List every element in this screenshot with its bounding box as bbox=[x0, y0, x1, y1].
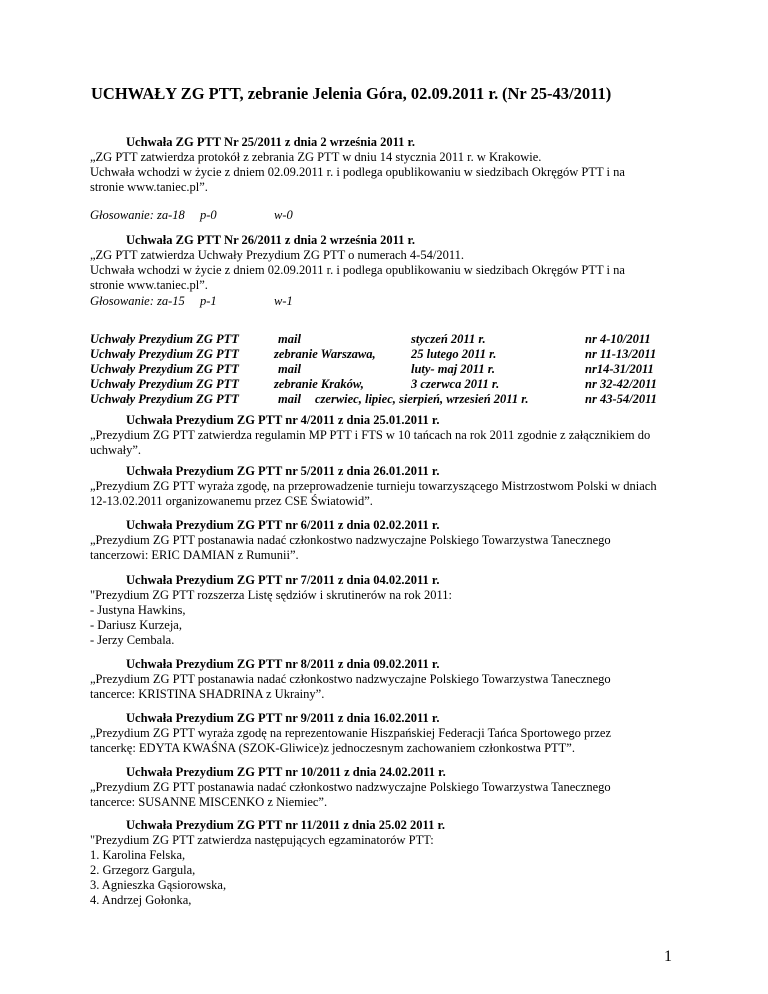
list-item: - Justyna Hawkins, bbox=[90, 603, 186, 617]
table-cell-label: Uchwały Prezydium ZG PTT bbox=[90, 392, 239, 406]
resolution-line: „ZG PTT zatwierdza protokół z zebrania ZG PTT w dniu 14 stycznia 2011 r. w Krakowie. bbox=[90, 150, 542, 164]
resolution-line: uchwały”. bbox=[90, 443, 142, 457]
resolution-heading: Uchwała Prezydium ZG PTT nr 4/2011 z dnia 25.01.2011 r. bbox=[126, 413, 440, 427]
presidium-resolution-10 bbox=[90, 765, 678, 810]
table-cell-mode: zebranie Warszawa, bbox=[274, 347, 376, 361]
table-cell-nr: nr 11-13/2011 bbox=[585, 347, 657, 361]
table-cell-nr: nr14-31/2011 bbox=[585, 362, 654, 376]
resolution-25 bbox=[90, 135, 678, 195]
table-cell-date: styczeń 2011 r. bbox=[411, 332, 486, 346]
resolution-line: „Prezydium ZG PTT zatwierdza regulamin MP PTT i FTS w 10 tańcach na rok 2011 zgodnie z załącznikiem do bbox=[90, 428, 651, 442]
list-item: 3. Agnieszka Gąsiorowska, bbox=[90, 878, 227, 892]
list-item: - Jerzy Cembala. bbox=[90, 633, 175, 647]
table-cell-mode: mail bbox=[278, 362, 301, 376]
vote-against: p-0 bbox=[200, 208, 217, 222]
resolution-heading: Uchwała Prezydium ZG PTT nr 10/2011 z dnia 24.02.2011 r. bbox=[126, 765, 446, 779]
presidium-resolution-5 bbox=[90, 464, 678, 509]
resolution-line: 12-13.02.2011 organizowanemu przez CSE Światowid”. bbox=[90, 494, 373, 508]
table-cell-nr: nr 4-10/2011 bbox=[585, 332, 651, 346]
table-row bbox=[90, 332, 680, 347]
vote-abstain: w-0 bbox=[274, 208, 293, 222]
presidium-resolution-8 bbox=[90, 657, 678, 702]
resolution-line: Uchwała wchodzi w życie z dniem 02.09.2011 r. i podlega opublikowaniu w siedzibach Okręgów PTT i na bbox=[90, 165, 625, 179]
title-range: (Nr 25-43/2011) bbox=[502, 84, 612, 103]
presidium-resolution-6 bbox=[90, 518, 678, 563]
resolution-line: "Prezydium ZG PTT zatwierdza następujących egzaminatorów PTT: bbox=[90, 833, 434, 847]
table-cell-date: 3 czerwca 2011 r. bbox=[411, 377, 500, 391]
table-cell-mode: zebranie Kraków, bbox=[274, 377, 364, 391]
table-row bbox=[90, 347, 680, 362]
list-item: 4. Andrzej Gołonka, bbox=[90, 893, 192, 907]
resolution-26 bbox=[90, 233, 678, 293]
resolution-line: „Prezydium ZG PTT postanawia nadać członkostwo nadzwyczajne Polskiego Towarzystwa Tanecznego bbox=[90, 533, 611, 547]
presidium-table bbox=[90, 332, 680, 407]
table-cell-label: Uchwały Prezydium ZG PTT bbox=[90, 362, 239, 376]
resolution-line: „Prezydium ZG PTT wyraża zgodę na reprezentowanie Hiszpańskiej Federacji Tańca Sportowego przez bbox=[90, 726, 612, 740]
resolution-line: stronie www.taniec.pl”. bbox=[90, 278, 208, 292]
vote-for: Głosowanie: za-15 bbox=[90, 294, 185, 308]
table-cell-mode: mail bbox=[278, 392, 301, 406]
table-cell-date: 25 lutego 2011 r. bbox=[411, 347, 497, 361]
resolution-heading: Uchwała Prezydium ZG PTT nr 9/2011 z dnia 16.02.2011 r. bbox=[126, 711, 440, 725]
page-title bbox=[91, 84, 612, 104]
presidium-resolution-9 bbox=[90, 711, 678, 756]
resolution-heading: Uchwała Prezydium ZG PTT nr 6/2011 z dnia 02.02.2011 r. bbox=[126, 518, 440, 532]
resolution-line: „Prezydium ZG PTT postanawia nadać członkostwo nadzwyczajne Polskiego Towarzystwa Tanecznego bbox=[90, 672, 611, 686]
table-cell-nr: nr 43-54/2011 bbox=[585, 392, 657, 406]
table-row bbox=[90, 362, 680, 377]
table-cell-label: Uchwały Prezydium ZG PTT bbox=[90, 332, 239, 346]
title-text: UCHWAŁY ZG PTT, zebranie Jelenia Góra, 02.09.2011 r. bbox=[91, 84, 499, 103]
resolution-line: stronie www.taniec.pl”. bbox=[90, 180, 208, 194]
table-cell-label: Uchwały Prezydium ZG PTT bbox=[90, 347, 239, 361]
list-item: 1. Karolina Felska, bbox=[90, 848, 186, 862]
resolution-line: „ZG PTT zatwierdza Uchwały Prezydium ZG PTT o numerach 4-54/2011. bbox=[90, 248, 464, 262]
presidium-resolution-4 bbox=[90, 413, 678, 458]
table-row bbox=[90, 392, 680, 407]
page-number: 1 bbox=[664, 948, 672, 965]
resolution-line: "Prezydium ZG PTT rozszerza Listę sędziów i skrutinerów na rok 2011: bbox=[90, 588, 452, 602]
resolution-heading: Uchwała Prezydium ZG PTT nr 8/2011 z dnia 09.02.2011 r. bbox=[126, 657, 440, 671]
resolution-heading: Uchwała Prezydium ZG PTT nr 5/2011 z dnia 26.01.2011 r. bbox=[126, 464, 440, 478]
table-cell-date: czerwiec, lipiec, sierpień, wrzesień 2011 r. bbox=[315, 392, 529, 406]
resolution-heading: Uchwała ZG PTT Nr 25/2011 z dnia 2 września 2011 r. bbox=[126, 135, 416, 149]
list-item: 2. Grzegorz Gargula, bbox=[90, 863, 196, 877]
resolution-heading: Uchwała Prezydium ZG PTT nr 7/2011 z dnia 04.02.2011 r. bbox=[126, 573, 440, 587]
table-cell-date: luty- maj 2011 r. bbox=[411, 362, 496, 376]
table-cell-nr: nr 32-42/2011 bbox=[585, 377, 657, 391]
resolution-line: tancerzowi: ERIC DAMIAN z Rumunii”. bbox=[90, 548, 299, 562]
vote-against: p-1 bbox=[200, 294, 217, 308]
table-cell-mode: mail bbox=[278, 332, 301, 346]
table-row bbox=[90, 377, 680, 392]
presidium-resolution-11 bbox=[90, 818, 678, 908]
list-item: - Dariusz Kurzeja, bbox=[90, 618, 182, 632]
presidium-resolution-7 bbox=[90, 573, 678, 648]
resolution-line: tancerce: KRISTINA SHADRINA z Ukrainy”. bbox=[90, 687, 325, 701]
resolution-heading: Uchwała Prezydium ZG PTT nr 11/2011 z dnia 25.02 2011 r. bbox=[126, 818, 446, 832]
vote-for: Głosowanie: za-18 bbox=[90, 208, 185, 222]
resolution-line: tancerkę: EDYTA KWAŚNA (SZOK-Gliwice)z jednoczesnym zachowaniem członkostwa PTT”. bbox=[90, 741, 575, 755]
resolution-line: „Prezydium ZG PTT wyraża zgodę, na przeprowadzenie turnieju towarzyszącego Mistrzostwom Polski w dniach bbox=[90, 479, 657, 493]
resolution-heading: Uchwała ZG PTT Nr 26/2011 z dnia 2 września 2011 r. bbox=[126, 233, 416, 247]
resolution-line: tancerce: SUSANNE MISCENKO z Niemiec”. bbox=[90, 795, 328, 809]
table-cell-label: Uchwały Prezydium ZG PTT bbox=[90, 377, 239, 391]
resolution-line: Uchwała wchodzi w życie z dniem 02.09.2011 r. i podlega opublikowaniu w siedzibach Okręgów PTT i na bbox=[90, 263, 625, 277]
vote-abstain: w-1 bbox=[274, 294, 293, 308]
resolution-line: „Prezydium ZG PTT postanawia nadać członkostwo nadzwyczajne Polskiego Towarzystwa Tanecznego bbox=[90, 780, 611, 794]
